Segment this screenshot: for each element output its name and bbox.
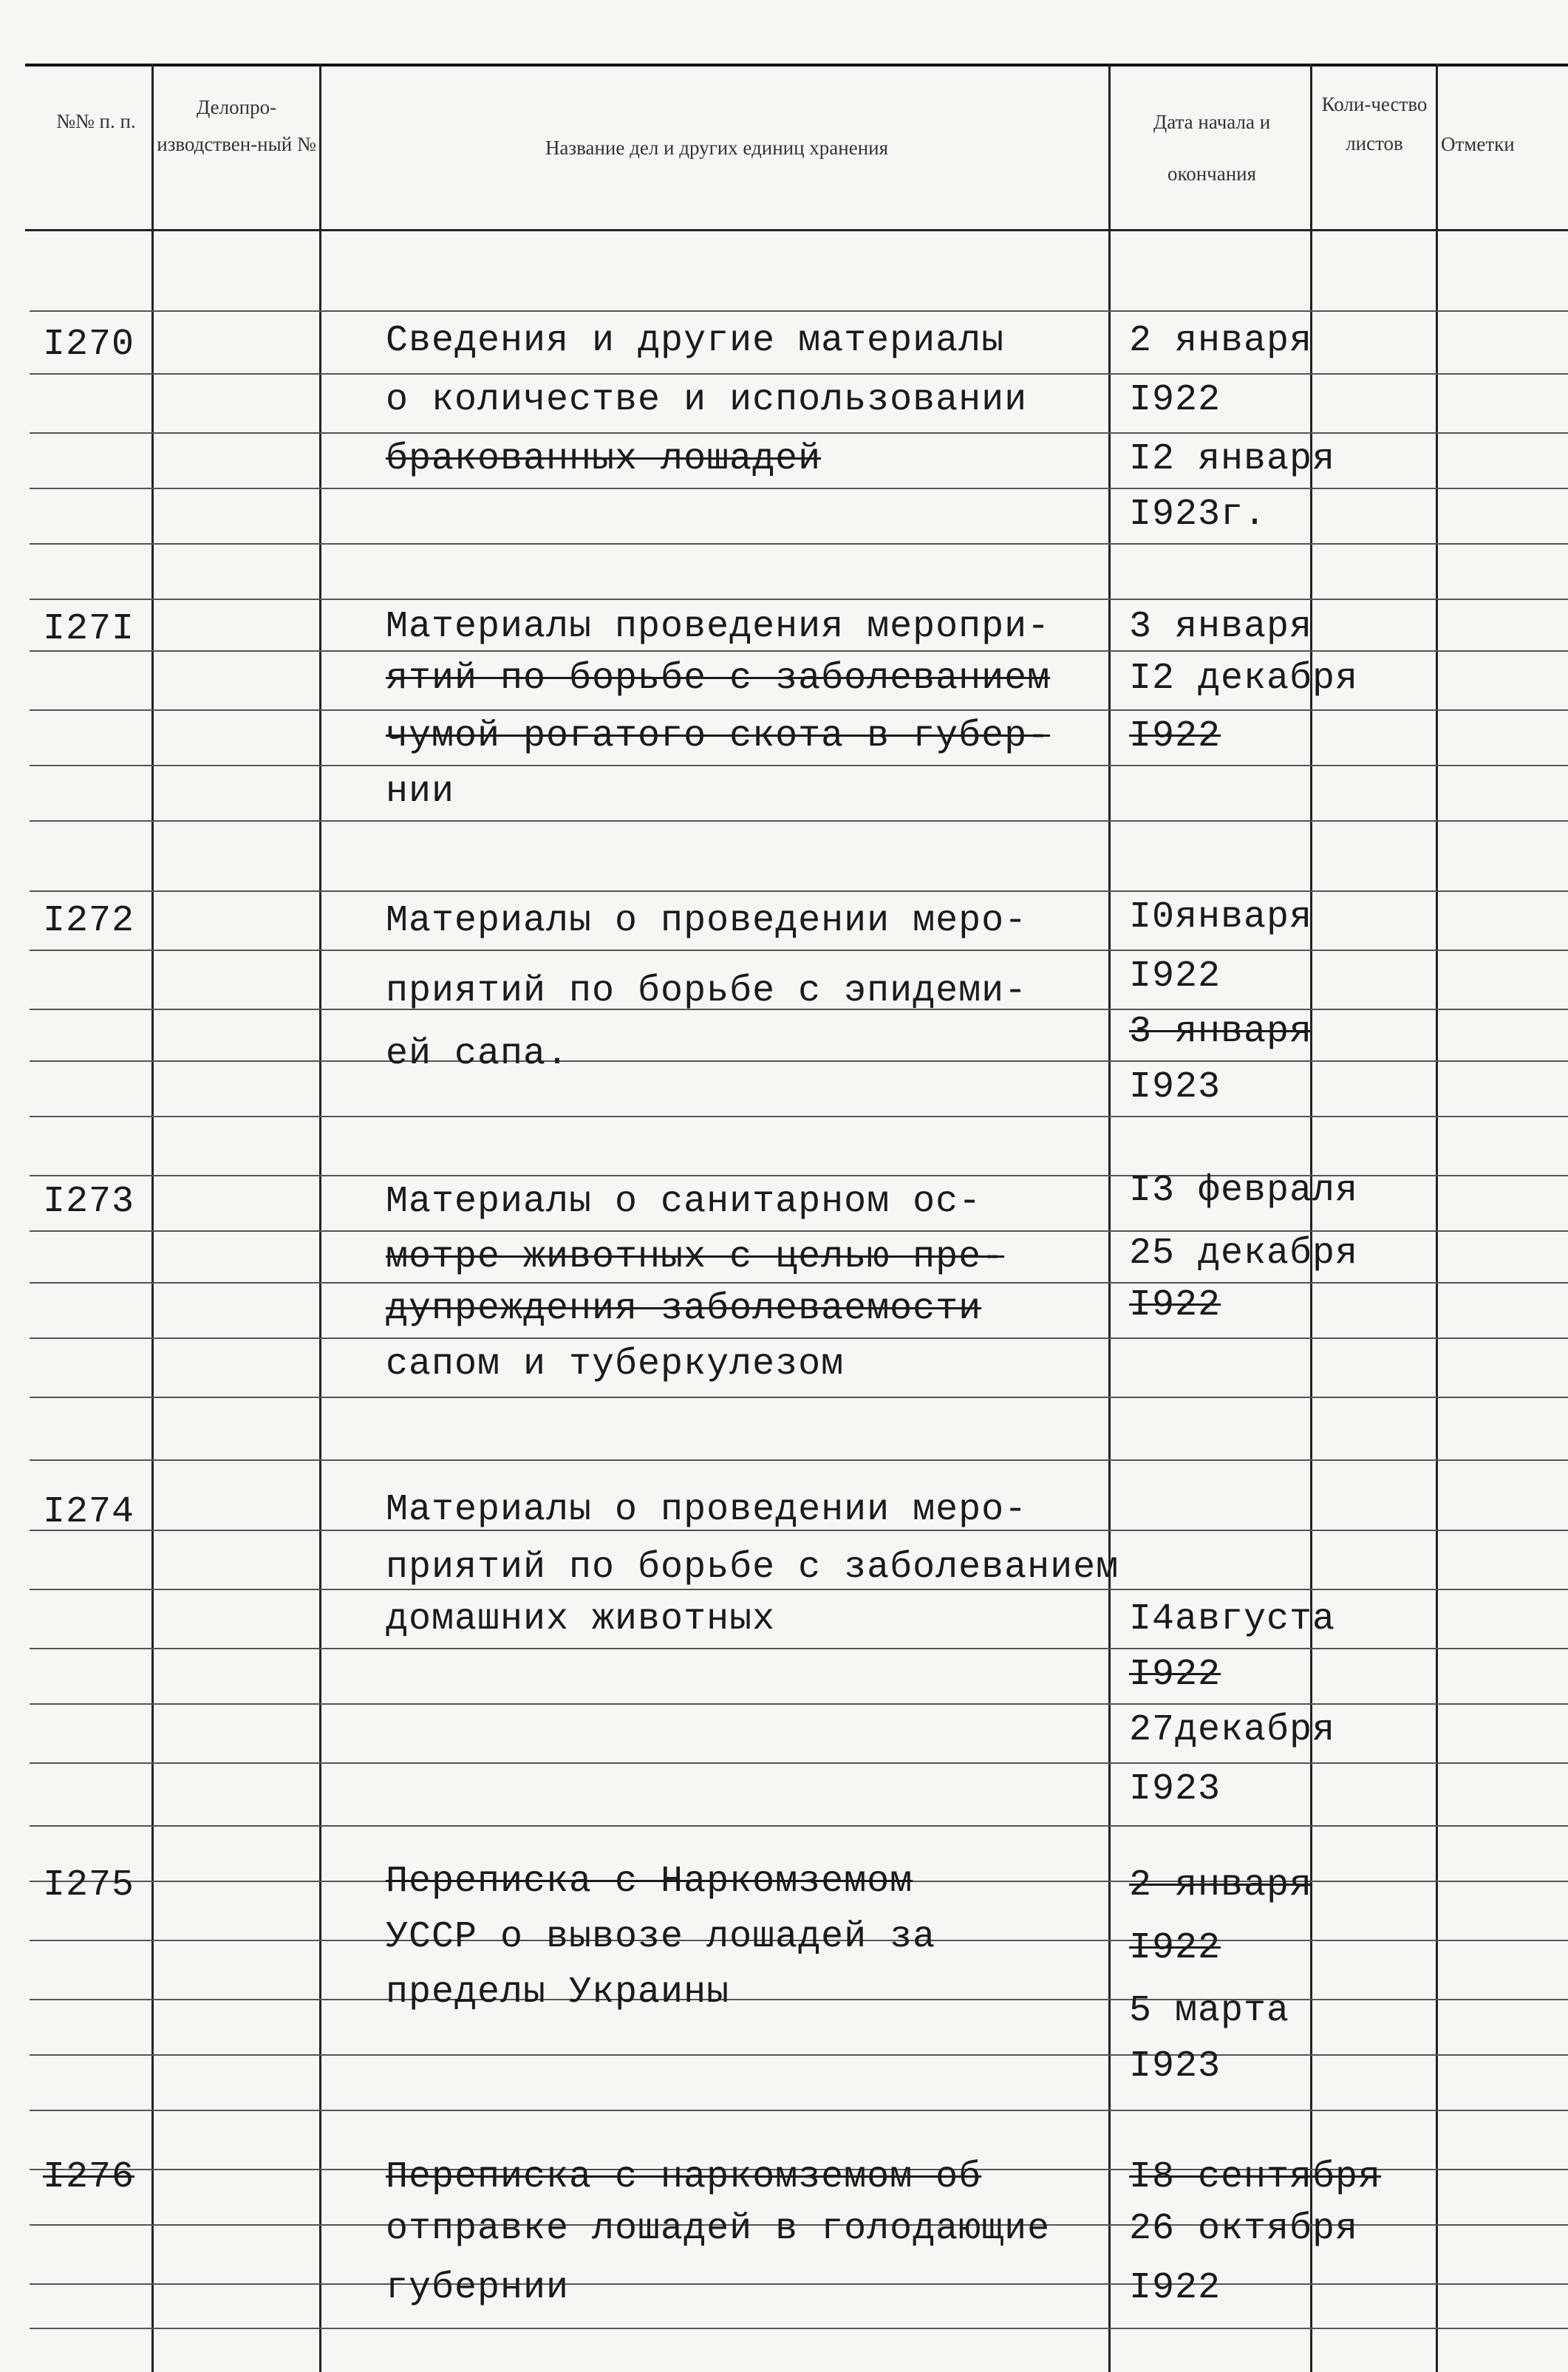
row-rule [30,1116,1568,1117]
row-rule [30,2328,1568,2329]
row-rule [30,820,1568,822]
entry-title-line: о количестве и использовании [386,379,1028,421]
row-rule [30,950,1568,951]
entry-date-line: I3 февраля [1129,1170,1359,1212]
entry-date-line: 2 января [1129,320,1313,362]
entry-title-line: Переписка с наркомземом об [386,2156,982,2198]
entry-title-line: Сведения и другие материалы [386,320,1005,362]
entry-title-line: Материалы о проведении меро- [386,900,1028,942]
top-rule [25,64,1568,67]
entry-number: I270 [43,324,135,366]
entry-title-line: нии [386,771,455,813]
entry-number: I275 [43,1864,135,1906]
row-rule [30,1999,1568,2000]
entry-title-line: отправке лошадей в голодающие [386,2208,1051,2250]
entry-title-line: дупреждения заболеваемости [386,1288,982,1330]
row-rule [30,1703,1568,1705]
column-divider [319,64,321,2372]
row-rule [30,890,1568,892]
entry-date-line: I0января [1129,896,1313,938]
entry-date-line: I8 сентября [1129,2156,1382,2198]
row-rule [30,1825,1568,1827]
row-rule [30,1397,1568,1398]
entry-title-line: ятий по борьбе с заболеванием [386,658,1051,700]
row-rule [30,2283,1568,2285]
row-rule [30,1060,1568,1062]
entry-date-line: I922 [1129,1284,1221,1326]
entry-date-line: I923 [1129,2045,1221,2088]
header-rule [25,229,1568,231]
entry-title-line: бракованных лошадей [386,438,822,480]
entry-title-line: УССР о вывозе лошадей за [386,1916,936,1958]
entry-title-line: мотре животных с целью пре- [386,1236,1005,1278]
row-rule [30,1459,1568,1461]
entry-number: I27I [43,608,135,650]
entry-date-line: 25 декабря [1129,1233,1359,1275]
header-dates: Дата начала и окончания [1153,111,1271,185]
entry-date-line: 26 октября [1129,2208,1359,2250]
entry-date-line: I2 января [1129,438,1336,480]
row-rule [30,2054,1568,2056]
row-rule [30,765,1568,766]
entry-number: I274 [43,1491,135,1533]
row-rule [30,488,1568,489]
entry-date-line: I2 декабря [1129,658,1359,700]
entry-title-line: приятий по борьбе с заболеванием [386,1547,1119,1589]
entry-date-line: I922 [1129,715,1221,757]
entry-date-line: 2 января [1129,1864,1313,1906]
row-rule [30,2110,1568,2111]
header-title: Название дел и других единиц хранения [545,137,889,159]
header-number: №№ п. п. [56,110,136,132]
entry-title-line: Материалы о санитарном ос- [386,1181,982,1223]
entry-title-line: сапом и туберкулезом [386,1343,845,1386]
entry-number: I272 [43,900,135,942]
entry-title-line: Материалы проведения меропри- [386,606,1051,648]
entry-title-line: Материалы о проведении меро- [386,1489,1028,1531]
entry-title-line: пределы Украины [386,1971,730,2014]
entry-date-line: I922 [1129,1654,1221,1696]
column-divider [1436,64,1438,2372]
entry-title-line: губернии [386,2267,570,2309]
row-rule [30,1762,1568,1764]
entry-date-line: I922 [1129,2267,1221,2309]
entry-title-line: чумой рогатого скота в губер- [386,715,1051,757]
entry-number: I273 [43,1181,135,1223]
entry-date-line: 5 марта [1129,1990,1290,2032]
header-notes: Отметки [1441,133,1515,155]
row-rule [30,310,1568,312]
entry-date-line: I4августа [1129,1598,1336,1640]
entry-date-line: 3 января [1129,1011,1313,1053]
entry-title-line: ей сапа. [386,1033,570,1075]
entry-date-line: I922 [1129,955,1221,998]
entry-date-line: I923г. [1129,494,1267,536]
entry-date-line: I922 [1129,379,1221,421]
entry-date-line: 27декабря [1129,1709,1336,1751]
header-sheet-count: Коли-чество листов [1321,93,1428,154]
entry-date-line: 3 января [1129,606,1313,648]
entry-date-line: I922 [1129,1927,1221,1969]
entry-date-line: I923 [1129,1768,1221,1810]
entry-title-line: Переписка с Наркомземом [386,1861,913,1903]
entry-title-line: приятий по борьбе с эпидеми- [386,970,1028,1012]
header-office-number: Делопро-изводствен-ный № [157,96,316,155]
entry-date-line: I923 [1129,1066,1221,1108]
row-rule [30,1648,1568,1649]
column-divider [1108,64,1111,2372]
entry-title-line: домашних животных [386,1598,776,1640]
entry-number: I276 [43,2156,135,2198]
row-rule [30,543,1568,545]
